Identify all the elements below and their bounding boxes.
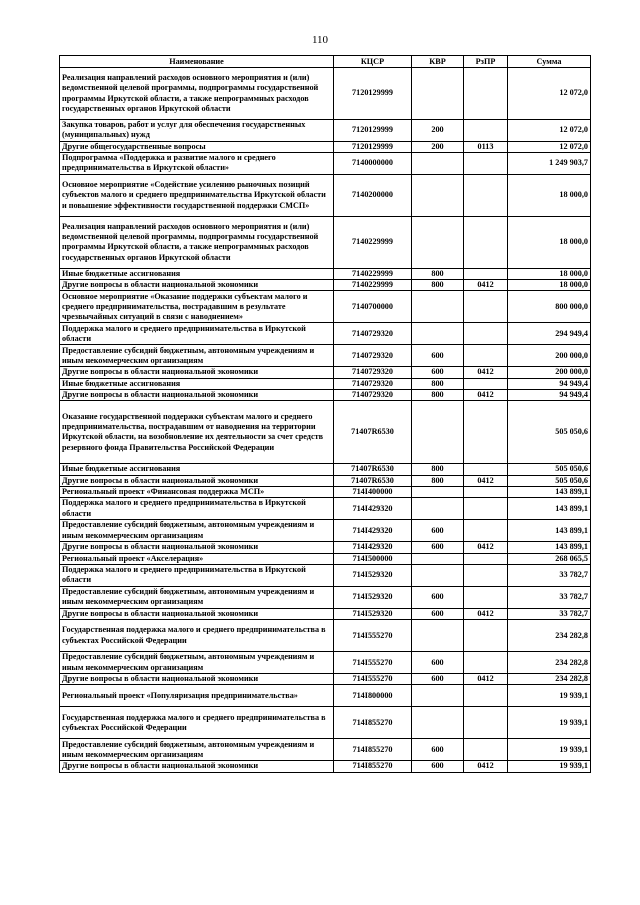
cell-name: Поддержка малого и среднего предпринимательства в Иркутской области <box>60 564 334 586</box>
cell-name: Иные бюджетные ассигнования <box>60 464 334 475</box>
cell-sum: 33 782,7 <box>508 608 591 619</box>
cell-kcsr: 714I529320 <box>334 586 412 608</box>
cell-name: Другие вопросы в области национальной экономики <box>60 674 334 685</box>
cell-kvr <box>412 216 464 268</box>
cell-kcsr: 714I555270 <box>334 674 412 685</box>
cell-name: Региональный проект «Финансовая поддержка МСП» <box>60 486 334 497</box>
cell-rzpr <box>464 216 508 268</box>
cell-sum: 505 050,6 <box>508 464 591 475</box>
table-header-row <box>60 56 591 68</box>
cell-name: Подпрограмма «Поддержка и развитие малого и среднего предпринимательства в Иркутской области» <box>60 152 334 174</box>
cell-kvr <box>412 174 464 216</box>
table-row <box>60 542 591 553</box>
cell-name: Региональный проект «Акселерация» <box>60 553 334 564</box>
cell-kvr: 600 <box>412 674 464 685</box>
cell-name: Другие вопросы в области национальной экономики <box>60 542 334 553</box>
cell-sum: 143 899,1 <box>508 520 591 542</box>
table-row <box>60 608 591 619</box>
cell-rzpr: 0412 <box>464 475 508 486</box>
cell-kcsr: 7140200000 <box>334 174 412 216</box>
cell-kvr <box>412 401 464 464</box>
cell-sum: 234 282,8 <box>508 652 591 674</box>
table-row <box>60 739 591 761</box>
table-row <box>60 674 591 685</box>
cell-kcsr: 7140729320 <box>334 323 412 345</box>
cell-sum: 1 249 903,7 <box>508 152 591 174</box>
cell-name: Закупка товаров, работ и услуг для обеспечения государственных (муниципальных) нужд <box>60 120 334 142</box>
cell-kcsr: 714I500000 <box>334 553 412 564</box>
cell-sum: 268 065,5 <box>508 553 591 564</box>
cell-rzpr <box>464 739 508 761</box>
table-row <box>60 291 591 323</box>
cell-sum: 19 939,1 <box>508 761 591 772</box>
cell-kvr: 800 <box>412 378 464 389</box>
cell-rzpr: 0412 <box>464 542 508 553</box>
cell-name: Другие вопросы в области национальной экономики <box>60 280 334 291</box>
cell-kcsr: 714I429320 <box>334 542 412 553</box>
cell-name: Иные бюджетные ассигнования <box>60 378 334 389</box>
cell-kcsr: 7120129999 <box>334 141 412 152</box>
table-row <box>60 564 591 586</box>
cell-kvr <box>412 323 464 345</box>
cell-rzpr <box>464 707 508 739</box>
cell-kcsr: 7140729320 <box>334 345 412 367</box>
cell-rzpr <box>464 152 508 174</box>
cell-kvr: 800 <box>412 268 464 279</box>
cell-kcsr: 714I855270 <box>334 761 412 772</box>
cell-sum: 800 000,0 <box>508 291 591 323</box>
cell-kcsr: 7140729320 <box>334 378 412 389</box>
cell-sum: 200 000,0 <box>508 367 591 378</box>
table-row <box>60 707 591 739</box>
cell-kvr <box>412 620 464 652</box>
cell-sum: 94 949,4 <box>508 390 591 401</box>
cell-rzpr: 0412 <box>464 367 508 378</box>
table-row <box>60 652 591 674</box>
cell-sum: 18 000,0 <box>508 216 591 268</box>
cell-name: Другие вопросы в области национальной экономики <box>60 390 334 401</box>
cell-name: Другие вопросы в области национальной экономики <box>60 475 334 486</box>
cell-kvr: 600 <box>412 739 464 761</box>
cell-kvr: 600 <box>412 652 464 674</box>
cell-kvr <box>412 291 464 323</box>
table-row <box>60 367 591 378</box>
table-row <box>60 761 591 772</box>
cell-name: Другие общегосударственные вопросы <box>60 141 334 152</box>
cell-rzpr <box>464 323 508 345</box>
cell-rzpr <box>464 68 508 120</box>
cell-sum: 505 050,6 <box>508 475 591 486</box>
cell-rzpr <box>464 586 508 608</box>
cell-name: Другие вопросы в области национальной экономики <box>60 761 334 772</box>
budget-table <box>59 55 591 773</box>
cell-kvr: 600 <box>412 345 464 367</box>
cell-rzpr <box>464 486 508 497</box>
cell-rzpr <box>464 564 508 586</box>
cell-kcsr: 71407R6530 <box>334 475 412 486</box>
cell-kvr <box>412 486 464 497</box>
table-row <box>60 390 591 401</box>
cell-sum: 143 899,1 <box>508 486 591 497</box>
cell-rzpr <box>464 520 508 542</box>
header-sum: Сумма <box>508 56 591 68</box>
cell-sum: 18 000,0 <box>508 268 591 279</box>
table-row <box>60 553 591 564</box>
cell-kcsr: 714I400000 <box>334 486 412 497</box>
table-row <box>60 268 591 279</box>
cell-kcsr: 7140700000 <box>334 291 412 323</box>
table-row <box>60 520 591 542</box>
cell-rzpr <box>464 553 508 564</box>
cell-kvr: 600 <box>412 608 464 619</box>
cell-kcsr: 714I855270 <box>334 707 412 739</box>
cell-sum: 33 782,7 <box>508 564 591 586</box>
cell-rzpr <box>464 652 508 674</box>
table-row <box>60 174 591 216</box>
cell-sum: 505 050,6 <box>508 401 591 464</box>
cell-name: Предоставление субсидий бюджетным, автономным учреждениям и иным некоммерческим организациям <box>60 586 334 608</box>
cell-name: Поддержка малого и среднего предпринимательства в Иркутской области <box>60 323 334 345</box>
cell-kvr: 800 <box>412 280 464 291</box>
cell-kcsr: 714I555270 <box>334 620 412 652</box>
cell-kcsr: 714I529320 <box>334 608 412 619</box>
table-body <box>60 68 591 773</box>
cell-kvr: 800 <box>412 390 464 401</box>
cell-name: Основное мероприятие «Содействие усилению рыночных позиций субъектов малого и среднего предпринимательства Иркутской области и повышение эффективности государственной поддержки СМСП» <box>60 174 334 216</box>
cell-kcsr: 71407R6530 <box>334 464 412 475</box>
cell-name: Другие вопросы в области национальной экономики <box>60 367 334 378</box>
cell-kvr <box>412 152 464 174</box>
cell-name: Иные бюджетные ассигнования <box>60 268 334 279</box>
cell-rzpr <box>464 498 508 520</box>
cell-kcsr: 714I855270 <box>334 739 412 761</box>
cell-kvr: 600 <box>412 586 464 608</box>
cell-kcsr: 714I429320 <box>334 498 412 520</box>
cell-kvr: 200 <box>412 120 464 142</box>
cell-kcsr: 714I555270 <box>334 652 412 674</box>
table-row <box>60 345 591 367</box>
cell-name: Основное мероприятие «Оказание поддержки субъектам малого и среднего предпринимательства, пострадавшим в результате чрезвычайных ситуаций в связи с наводнением» <box>60 291 334 323</box>
cell-kvr <box>412 564 464 586</box>
cell-rzpr: 0412 <box>464 674 508 685</box>
cell-name: Государственная поддержка малого и среднего предпринимательства в субъектах Российской Федерации <box>60 707 334 739</box>
table-row <box>60 620 591 652</box>
cell-kcsr: 71407R6530 <box>334 401 412 464</box>
cell-name: Другие вопросы в области национальной экономики <box>60 608 334 619</box>
cell-kcsr: 7120129999 <box>334 68 412 120</box>
table-row <box>60 141 591 152</box>
cell-sum: 19 939,1 <box>508 739 591 761</box>
cell-sum: 19 939,1 <box>508 707 591 739</box>
cell-kvr: 800 <box>412 464 464 475</box>
cell-rzpr <box>464 120 508 142</box>
cell-sum: 12 072,0 <box>508 141 591 152</box>
cell-sum: 12 072,0 <box>508 68 591 120</box>
cell-kcsr: 714I800000 <box>334 685 412 707</box>
cell-sum: 18 000,0 <box>508 280 591 291</box>
cell-sum: 143 899,1 <box>508 542 591 553</box>
cell-sum: 18 000,0 <box>508 174 591 216</box>
cell-kcsr: 714I429320 <box>334 520 412 542</box>
cell-rzpr: 0412 <box>464 280 508 291</box>
cell-rzpr: 0412 <box>464 390 508 401</box>
cell-kvr <box>412 498 464 520</box>
cell-kcsr: 7140000000 <box>334 152 412 174</box>
table-row <box>60 486 591 497</box>
table-row <box>60 401 591 464</box>
cell-kcsr: 7140729320 <box>334 390 412 401</box>
cell-kvr: 600 <box>412 367 464 378</box>
table-row <box>60 464 591 475</box>
cell-sum: 200 000,0 <box>508 345 591 367</box>
cell-sum: 33 782,7 <box>508 586 591 608</box>
cell-rzpr <box>464 345 508 367</box>
cell-kvr: 800 <box>412 475 464 486</box>
cell-sum: 234 282,8 <box>508 620 591 652</box>
cell-rzpr <box>464 401 508 464</box>
cell-kvr <box>412 707 464 739</box>
table-row <box>60 280 591 291</box>
cell-kcsr: 7140229999 <box>334 216 412 268</box>
table-row <box>60 68 591 120</box>
cell-kvr: 200 <box>412 141 464 152</box>
cell-rzpr <box>464 291 508 323</box>
cell-name: Предоставление субсидий бюджетным, автономным учреждениям и иным некоммерческим организациям <box>60 345 334 367</box>
cell-kcsr: 714I529320 <box>334 564 412 586</box>
cell-kcsr: 7120129999 <box>334 120 412 142</box>
cell-name: Государственная поддержка малого и среднего предпринимательства в субъектах Российской Федерации <box>60 620 334 652</box>
cell-kcsr: 7140729320 <box>334 367 412 378</box>
cell-name: Региональный проект «Популяризация предпринимательства» <box>60 685 334 707</box>
table-row <box>60 685 591 707</box>
header-kvr: КВР <box>412 56 464 68</box>
cell-sum: 234 282,8 <box>508 674 591 685</box>
header-name: Наименование <box>60 56 334 68</box>
table-row <box>60 152 591 174</box>
cell-kvr <box>412 685 464 707</box>
header-kcsr: КЦСР <box>334 56 412 68</box>
cell-kvr <box>412 553 464 564</box>
cell-rzpr: 0412 <box>464 761 508 772</box>
page-number: 110 <box>311 34 329 46</box>
cell-name: Предоставление субсидий бюджетным, автономным учреждениям и иным некоммерческим организациям <box>60 739 334 761</box>
cell-rzpr <box>464 174 508 216</box>
table-row <box>60 498 591 520</box>
table-row <box>60 120 591 142</box>
cell-sum: 294 949,4 <box>508 323 591 345</box>
cell-sum: 12 072,0 <box>508 120 591 142</box>
cell-name: Предоставление субсидий бюджетным, автономным учреждениям и иным некоммерческим организациям <box>60 652 334 674</box>
cell-sum: 143 899,1 <box>508 498 591 520</box>
cell-rzpr <box>464 378 508 389</box>
cell-rzpr <box>464 464 508 475</box>
cell-name: Реализация направлений расходов основного мероприятия и (или) ведомственной целевой программы, подпрограммы государственной программы Иркутской области, а также непрограммных расходов государственных органов Иркутской области <box>60 216 334 268</box>
table-row <box>60 475 591 486</box>
cell-kcsr: 7140229999 <box>334 268 412 279</box>
table-row <box>60 586 591 608</box>
cell-rzpr: 0412 <box>464 608 508 619</box>
cell-kvr: 600 <box>412 761 464 772</box>
cell-kvr: 600 <box>412 520 464 542</box>
cell-name: Поддержка малого и среднего предпринимательства в Иркутской области <box>60 498 334 520</box>
cell-rzpr: 0113 <box>464 141 508 152</box>
cell-sum: 19 939,1 <box>508 685 591 707</box>
cell-kcsr: 7140229999 <box>334 280 412 291</box>
table-row <box>60 378 591 389</box>
cell-sum: 94 949,4 <box>508 378 591 389</box>
cell-rzpr <box>464 620 508 652</box>
cell-kvr <box>412 68 464 120</box>
cell-rzpr <box>464 268 508 279</box>
header-rzpr: РзПР <box>464 56 508 68</box>
table-row <box>60 323 591 345</box>
cell-name: Реализация направлений расходов основного мероприятия и (или) ведомственной целевой программы, подпрограммы государственной программы Иркутской области, а также непрограммных расходов государственных органов Иркутской области <box>60 68 334 120</box>
cell-name: Предоставление субсидий бюджетным, автономным учреждениям и иным некоммерческим организациям <box>60 520 334 542</box>
cell-rzpr <box>464 685 508 707</box>
cell-name: Оказание государственной поддержки субъектам малого и среднего предпринимательства, пострадавшим от наводнения на территории Иркутской области, на возобновление их деятельности за счет средств резервного фонда Правительства Российской Федерации <box>60 401 334 464</box>
table-row <box>60 216 591 268</box>
cell-kvr: 600 <box>412 542 464 553</box>
